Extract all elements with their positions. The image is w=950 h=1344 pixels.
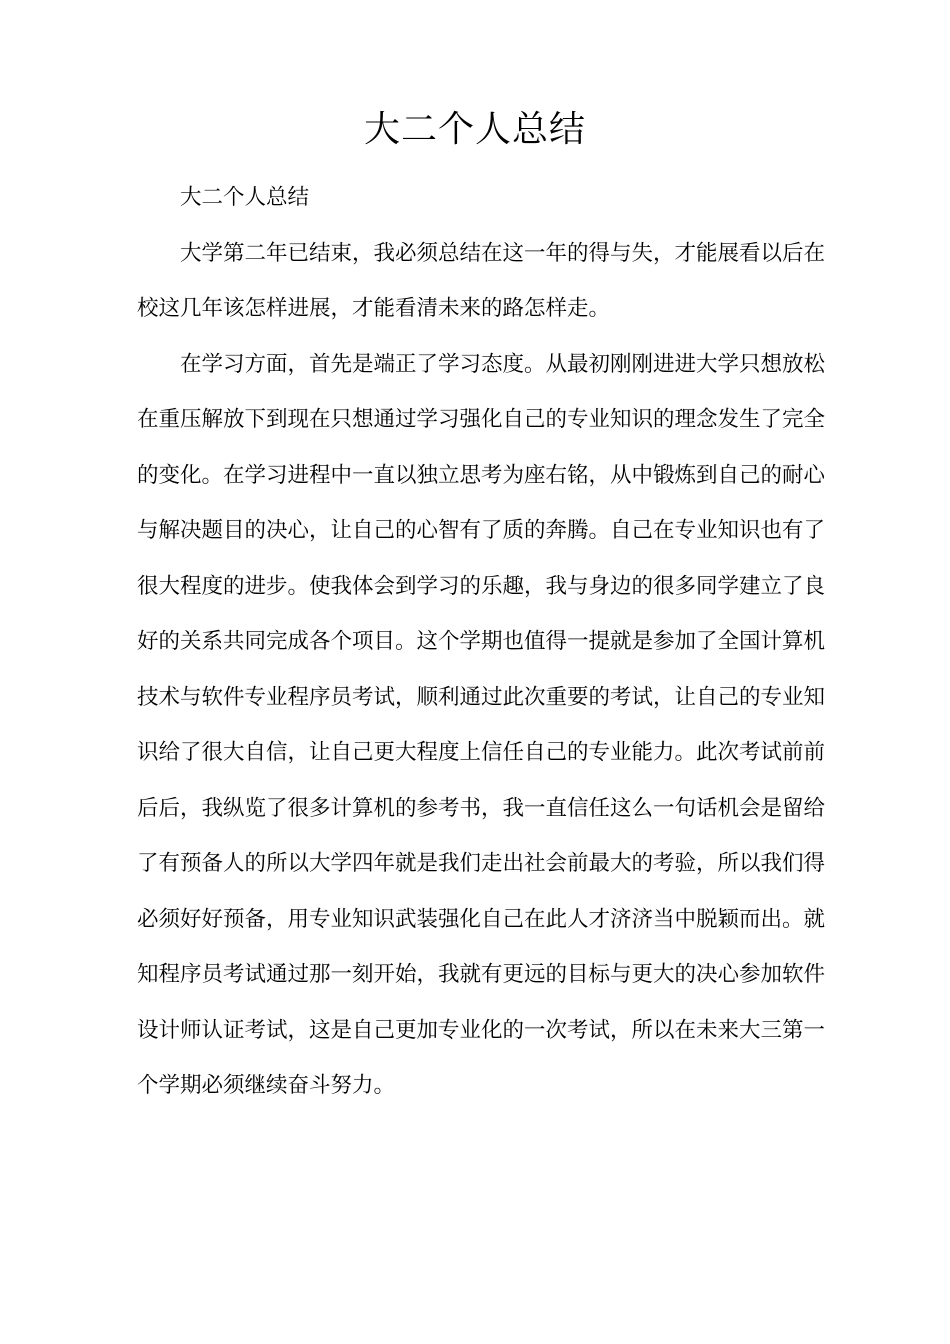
document-title: 大二个人总结 bbox=[363, 109, 586, 150]
paragraph-heading: 大二个人总结 bbox=[180, 185, 310, 210]
document-body bbox=[137, 170, 825, 1114]
paragraph-intro: 大学第二年已结束，我必须总结在这一年的得与失，才能展看以后在校这几年该怎样进展，才能看清未来的路怎样走。 bbox=[137, 240, 826, 321]
paragraph-study: 在学习方面，首先是端正了学习态度。从最初刚刚进进大学只想放松在重压解放下到现在只想通过学习强化自己的专业知识的理念发生了完全的变化。在学习进程中一直以独立思考为座右铭，从中锻炼到自己的耐心与解决题目的决心，让自己的心智有了质的奔腾。自己在专业知识也有了很大程度的进步。使我体会到学习的乐趣，我与身边的很多同学建立了良好的关系共同完成各个项目。这个学期也值得一提就是参加了全国计算机技术与软件专业程序员考试，顺利通过此次重要的考试，让自己的专业知识给了很大自信，让自己更大程度上信任自己的专业能力。此次考试前前后后，我纵览了很多计算机的参考书，我一直信任这么一句话机会是留给了有预备人的所以大学四年就是我们走出社会前最大的考验，所以我们得必须好好预备，用专业知识武装强化自己在此人才济济当中脱颖而出。就知程序员考试通过那一刻开始，我就有更远的目标与更大的决心参加软件设计师认证考试，这是自己更加专业化的一次考试，所以在未来大三第一个学期必须继续奋斗努力。 bbox=[137, 351, 826, 1098]
